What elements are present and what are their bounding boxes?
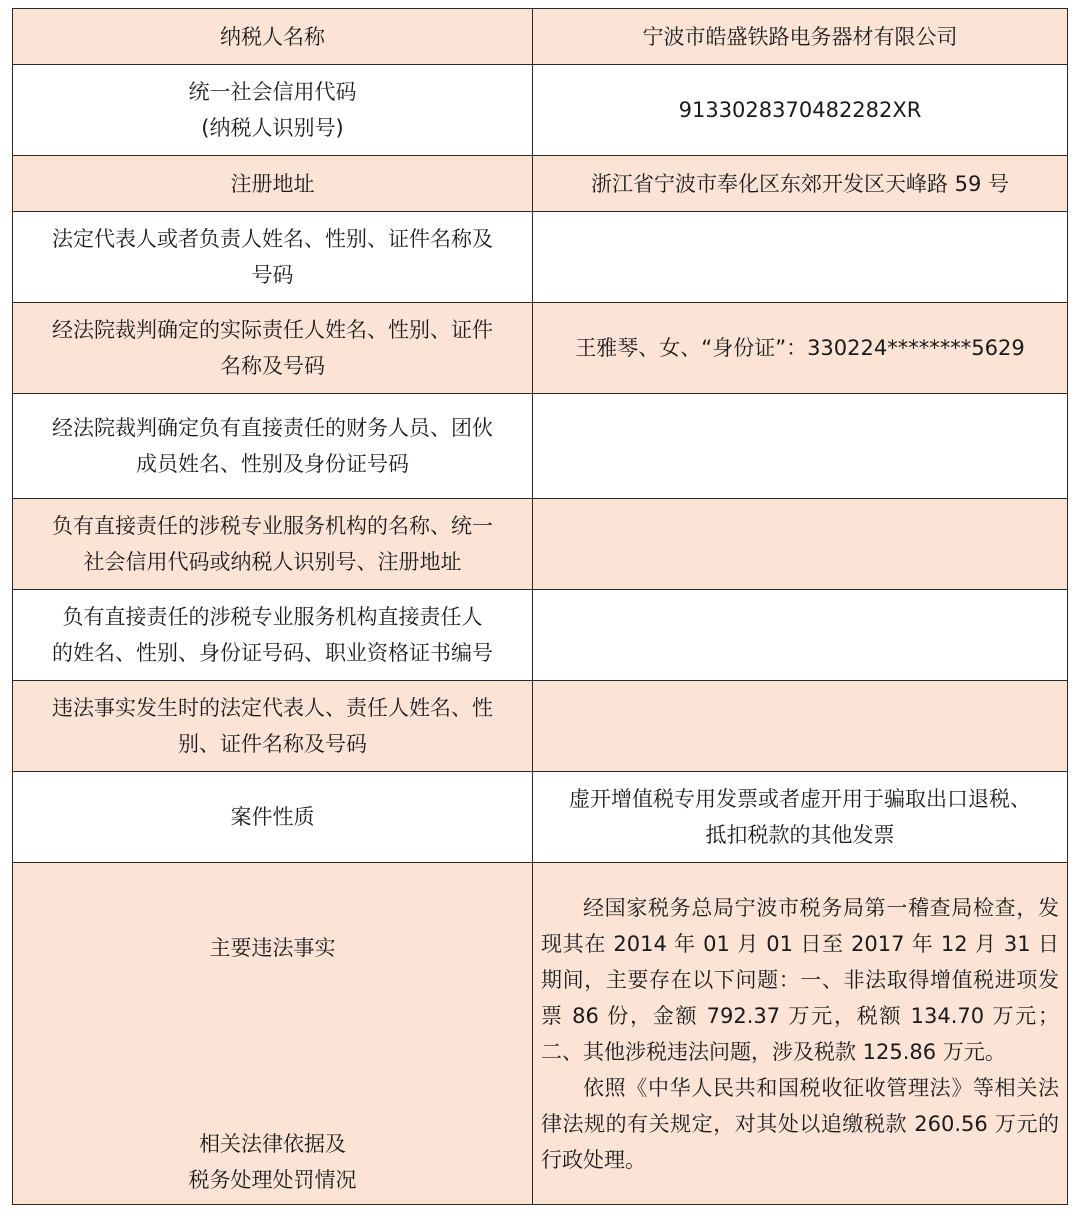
value-cell	[533, 863, 1068, 1205]
row-legal-representative	[13, 212, 1068, 303]
row-violation-time-representative	[13, 681, 1068, 772]
row-case-nature	[13, 772, 1068, 863]
row-registered-address	[13, 156, 1068, 212]
label-cell: 案件性质	[13, 772, 533, 863]
value-cell	[533, 499, 1068, 590]
value-cell: 浙江省宁波市奉化区东郊开发区天峰路 59 号	[533, 156, 1068, 212]
row-tax-agency	[13, 499, 1068, 590]
label-cell: 经法院裁判确定负有直接责任的财务人员、团伙 成员姓名、性别及身份证号码	[13, 394, 533, 499]
label-cell: 负有直接责任的涉税专业服务机构直接责任人 的姓名、性别、身份证号码、职业资格证书编号	[13, 590, 533, 681]
label-cell: 纳税人名称	[13, 9, 533, 65]
value-cell	[533, 590, 1068, 681]
label-cell	[13, 863, 533, 1205]
value-cell: 王雅琴、女、“身份证”：330224********5629	[533, 303, 1068, 394]
value-cell	[533, 212, 1068, 303]
violation-facts-text: 经国家税务总局宁波市税务局第一稽查局检查，发现其在 2014 年 01 月 01 日至 2017 年 12 月 31 日期间，主要存在以下问题：一、非法取得增值税进项发票 86 份，金额 792.37 万元，税额 134.70 万元；二、其他涉税违法问题，涉及税款 125.86 万元。	[541, 895, 1059, 1064]
value-cell	[533, 394, 1068, 499]
label-cell: 统一社会信用代码 (纳税人识别号)	[13, 65, 533, 156]
label-cell: 经法院裁判确定的实际责任人姓名、性别、证件 名称及号码	[13, 303, 533, 394]
row-violation-facts	[13, 863, 1068, 1205]
violation-facts-label: 主要违法事实	[209, 935, 336, 960]
law-basis-label: 相关法律依据及 税务处理处罚情况	[188, 1131, 357, 1192]
row-credit-code	[13, 65, 1068, 156]
penalty-text: 依照《中华人民共和国税收征收管理法》等相关法律法规的有关规定，对其处以追缴税款 260.56 万元的行政处理。	[541, 1075, 1059, 1172]
row-tax-agency-person	[13, 590, 1068, 681]
label-cell: 负有直接责任的涉税专业服务机构的名称、统一 社会信用代码或纳税人识别号、注册地址	[13, 499, 533, 590]
row-financial-staff	[13, 394, 1068, 499]
value-cell: 9133028370482282XR	[533, 65, 1068, 156]
value-cell: 虚开增值税专用发票或者虚开用于骗取出口退税、 抵扣税款的其他发票	[533, 772, 1068, 863]
tax-violation-table	[12, 8, 1068, 1205]
row-actual-responsible-person	[13, 303, 1068, 394]
label-cell: 注册地址	[13, 156, 533, 212]
label-cell: 法定代表人或者负责人姓名、性别、证件名称及 号码	[13, 212, 533, 303]
value-cell	[533, 681, 1068, 772]
row-taxpayer-name	[13, 9, 1068, 65]
label-cell: 违法事实发生时的法定代表人、责任人姓名、性 别、证件名称及号码	[13, 681, 533, 772]
value-cell: 宁波市皓盛铁路电务器材有限公司	[533, 9, 1068, 65]
